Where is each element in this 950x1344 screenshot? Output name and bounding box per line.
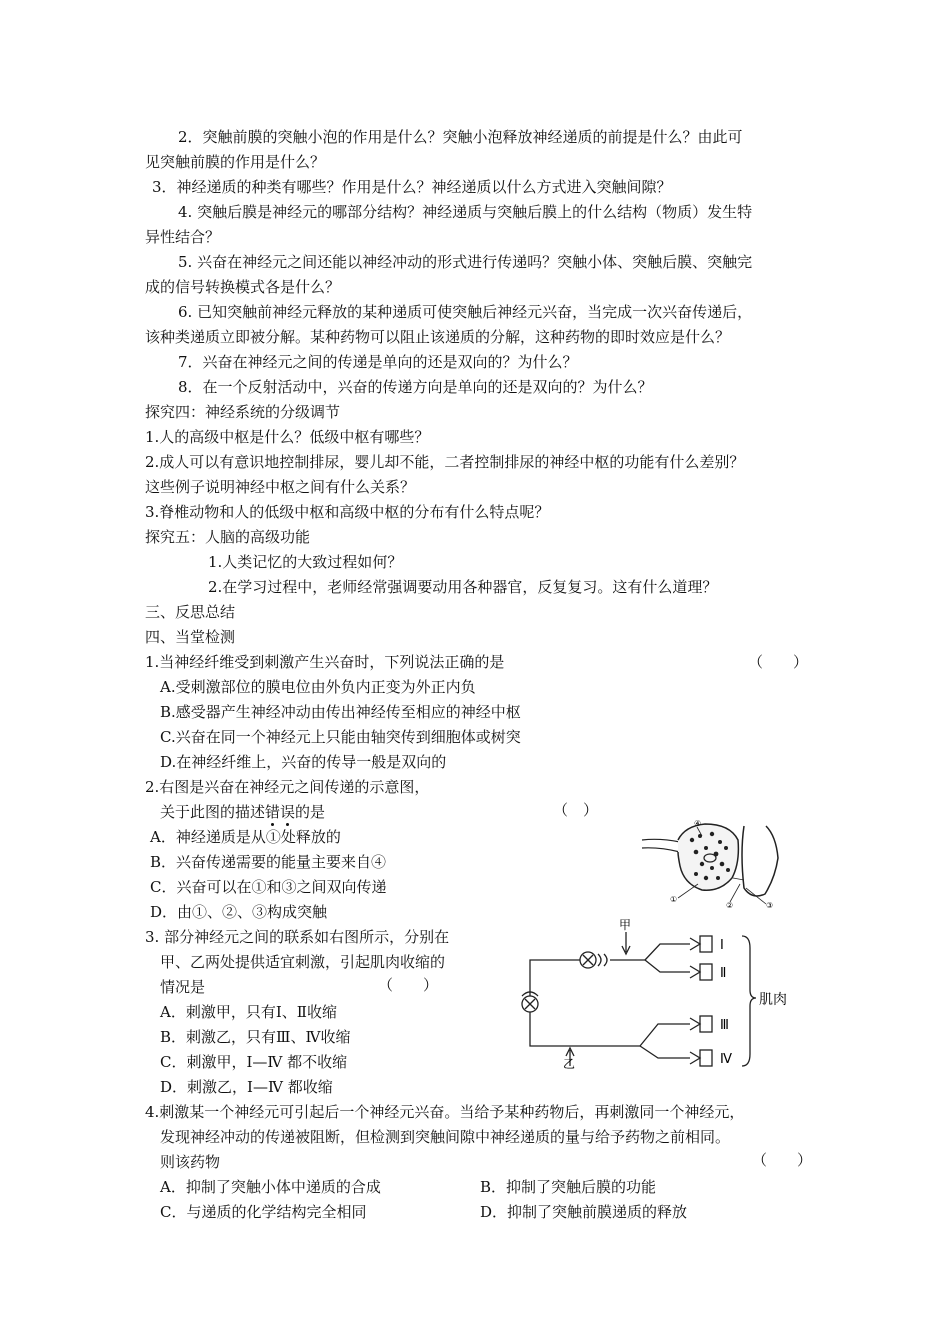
test-q4-answer-paren[interactable]: （ ） [752,1151,813,1169]
test-q2-emphasis-2: 误 [280,803,296,821]
axon-line-lower [642,848,680,852]
label-2: ② [726,901,734,910]
test-q2-stem-part1: 关于此图的描述 [160,803,266,821]
test-q2-stem-part2: 的是 [295,803,326,821]
upper-synapse [598,954,601,966]
test-q4-option-b[interactable]: B．抑制了突触后膜的功能 [480,1178,657,1196]
test-q1-option-c[interactable]: C.兴奋在同一个神经元上只能由轴突传到细胞体或树突 [160,728,521,746]
question-6-line1: 6. 已知突触前神经元释放的某种递质可使突触后神经元兴奋，当完成一次兴奋传递后， [178,303,753,321]
question-2-line2: 见突触前膜的作用是什么？ [145,153,326,171]
test-q3-answer-paren[interactable]: （ ） [378,976,439,994]
neuron-muscle-diagram [510,918,800,1070]
test-q1-option-b[interactable]: B.感受器产生神经冲动由传出神经传至相应的神经中枢 [160,703,521,721]
explore4-question-1: 1.人的高级中枢是什么？低级中枢有哪些？ [145,428,430,446]
section-reflect-heading: 三、反思总结 [145,603,236,621]
label-3: ③ [766,901,774,910]
label-1: ① [670,895,678,904]
explore4-question-2-line2: 这些例子说明神经中枢之间有什么关系？ [145,478,416,496]
test-q3-stem-line1: 3. 部分神经元之间的联系如右图所示，分别在 [145,928,450,946]
label-jia: 甲 [619,918,632,932]
test-q1-answer-paren[interactable]: （ ） [748,653,809,671]
test-q4-stem-line3: 则该药物 [160,1153,221,1171]
test-q4-option-c[interactable]: C．与递质的化学结构完全相同 [160,1203,367,1221]
test-q4-stem-line2: 发现神经冲动的传递被阻断，但检测到突触间隙中神经递质的量与给予药物之前相同。 [160,1128,731,1146]
question-2-line1: 2．突触前膜的突触小泡的作用是什么？突触小泡释放神经递质的前提是什么？由此可 [178,128,743,146]
test-q3-stem-line3: 情况是 [160,978,206,996]
question-5-line2: 成的信号转换模式各是什么？ [145,278,341,296]
test-q1-option-a[interactable]: A.受刺激部位的膜电位由外负内正变为外正内负 [160,678,476,696]
label-4: ④ [694,819,702,828]
label-muscle: 肌肉 [759,992,787,1008]
test-q1-option-d[interactable]: D.在神经纤维上，兴奋的传导一般是双向的 [160,753,447,771]
label-muscle-III: Ⅲ [720,1018,729,1033]
test-q4-option-d[interactable]: D．抑制了突触前膜递质的释放 [480,1203,688,1221]
axon-line [642,839,680,842]
test-q2-option-c[interactable]: C．兴奋可以在①和③之间双向传递 [150,878,387,896]
test-q4-stem-line1: 4.刺激某一个神经元可引起后一个神经元兴奋。当给予某种药物后，再刺激同一个神经元， [145,1103,745,1121]
label-muscle-I: Ⅰ [720,938,724,953]
explore5-question-2: 2.在学习过程中，老师经常强调要动用各种器官，反复复习。这有什么道理？ [208,578,718,596]
test-q3-option-c[interactable]: C．刺激甲，Ⅰ—Ⅳ 都不收缩 [160,1053,348,1071]
explore5-title: 探究五：人脑的高级功能 [145,528,311,546]
test-q3-stem-line2: 甲、乙两处提供适宜刺激，引起肌肉收缩的 [160,953,446,971]
test-q3-option-b[interactable]: B．刺激乙，只有Ⅲ、Ⅳ收缩 [160,1028,351,1046]
test-q2-option-a[interactable]: A．神经递质是从①处释放的 [150,828,341,846]
postsynaptic-membrane [742,826,778,896]
question-4-line2: 异性结合？ [145,228,221,246]
test-q2-answer-paren[interactable]: （ ） [553,801,599,819]
question-3: 3．神经递质的种类有哪些？作用是什么？神经递质以什么方式进入突触间隙？ [152,178,672,196]
explore4-question-3: 3.脊椎动物和人的低级中枢和高级中枢的分布有什么特点呢？ [145,503,550,521]
synapse-diagram [640,818,780,912]
section-test-heading: 四、当堂检测 [145,628,236,646]
test-q2-option-b[interactable]: B．兴奋传递需要的能量主要来自④ [150,853,387,871]
question-8: 8．在一个反射活动中，兴奋的传递方向是单向的还是双向的？为什么？ [178,378,653,396]
test-q3-option-a[interactable]: A．刺激甲，只有Ⅰ、Ⅱ收缩 [160,1003,337,1021]
test-q2-emphasis-1: 错 [265,803,281,821]
label-muscle-IV: Ⅳ [720,1052,732,1067]
test-q4-option-a[interactable]: A．抑制了突触小体中递质的合成 [160,1178,381,1196]
synaptic-knob [678,824,738,890]
explore4-title: 探究四：神经系统的分级调节 [145,403,341,421]
question-7: 7．兴奋在神经元之间的传递是单向的还是双向的？为什么？ [178,353,578,371]
test-q1-stem: 1.当神经纤维受到刺激产生兴奋时，下列说法正确的是 [145,653,505,671]
label-yi: 乙 [563,1057,576,1070]
explore4-question-2-line1: 2.成人可以有意识地控制排尿，婴儿却不能，二者控制排尿的神经中枢的功能有什么差别？ [145,453,745,471]
question-5-line1: 5. 兴奋在神经元之间还能以神经冲动的形式进行传递吗？突触小体、突触后膜、突触完 [178,253,753,271]
explore5-question-1: 1.人类记忆的大致过程如何？ [208,553,403,571]
test-q2-option-d[interactable]: D．由①、②、③构成突触 [150,903,328,921]
test-q2-stem-line1: 2.右图是兴奋在神经元之间传递的示意图， [145,778,430,796]
question-6-line2: 该种类递质立即被分解。某种药物可以阻止该递质的分解，这种药物的即时效应是什么？ [145,328,731,346]
test-q2-stem-line2 [160,801,325,823]
label-muscle-II: Ⅱ [720,966,727,981]
question-4-line1: 4. 突触后膜是神经元的哪部分结构？神经递质与突触后膜上的什么结构（物质）发生特 [178,203,753,221]
test-q3-option-d[interactable]: D．刺激乙，Ⅰ—Ⅳ 都收缩 [160,1078,333,1096]
